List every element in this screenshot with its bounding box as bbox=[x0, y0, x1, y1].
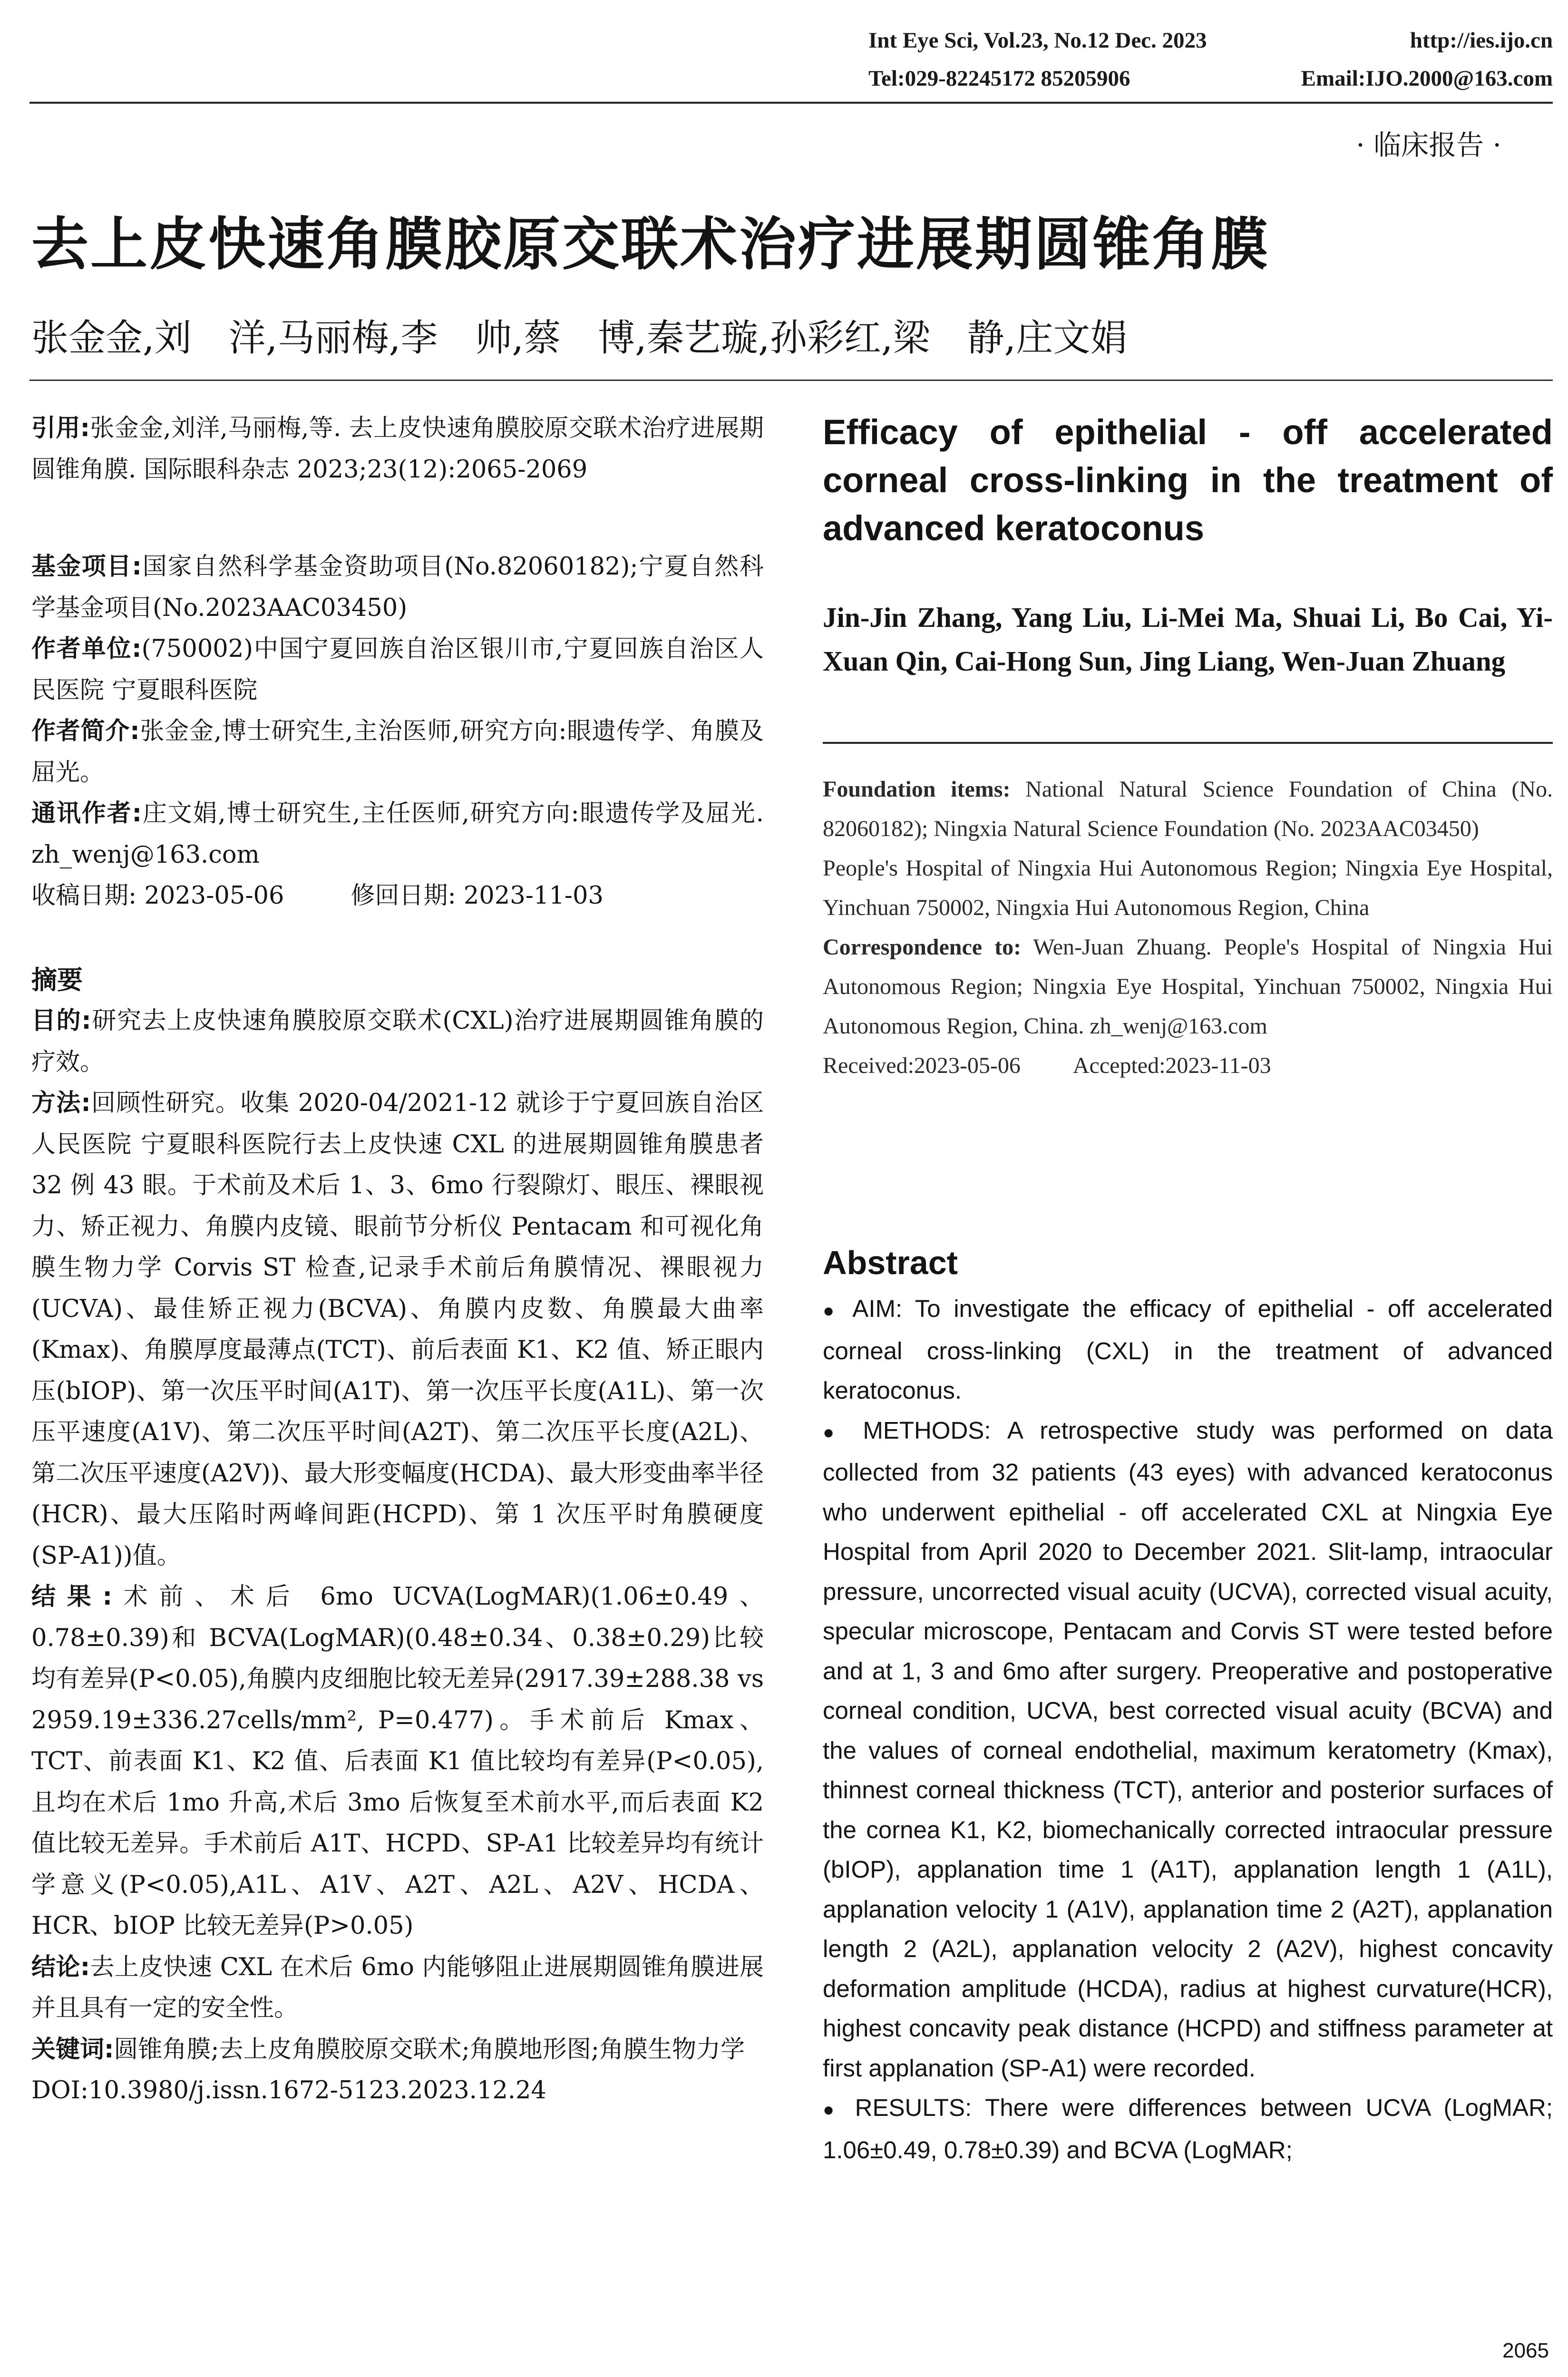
en-methods-text: A retrospective study was performed on data collected from 32 patients (43 eyes) with advanced keratoconus who underwent epithelial - off accelerated CXL at Ningxia Eye Hospital from April 2020 to December 2021. Slit-lamp, intraocular pressure, uncorrected visual acuity (UCVA), corrected visual acuity, specular microscope, Pentacam and Corvis ST were tested before and at 1, 3 and 6mo after surgery. Preoperative and postoperative corneal condition, UCVA, best corrected visual acuity (BCVA) and the values of corneal endothelial, maximum keratometry (Kmax), thinnest corneal thickness (TCT), anterior and posterior surfaces of the cornea K1, K2, biomechanically corrected intraocular pressure (bIOP), applanation time 1 (A1T), applanation length 1 (A1L), applanation velocity 1 (A1V), applanation time 2 (A2T), applanation length 2 (A2L), applanation velocity 2 (A2V), highest concavity deformation amplitude (HCDA), radius at highest curvature(HCR), highest concavity peak distance (HCPD) and stiffness parameter at first applanation (SP-A1) were recorded. bbox=[823, 1416, 1553, 2082]
funding-text: 国家自然科学基金资助项目(No.82060182);宁夏自然科学基金项目(No.2023AAC03450) bbox=[31, 553, 764, 622]
en-aim-text: To investigate the efficacy of epithelial - off accelerated corneal cross-linking (CXL) in the treatment of advanced keratoconus. bbox=[823, 1295, 1553, 1404]
corresponding-author bbox=[31, 793, 764, 876]
bullet-icon: ● bbox=[823, 2099, 841, 2120]
results-text: 术前、术后 6mo UCVA(LogMAR)(1.06±0.49、0.78±0.39)和 BCVA(LogMAR)(0.48±0.34、0.38±0.29)比较均有差异(P<0.05),角膜内皮细胞比较无差异(2917.39±288.38 vs 2959.19±336.27cells/mm², P=0.477)。手术前后 Kmax、TCT、前表面 K1、K2 值、后表面 K1 值比较均有差异(P<0.05),且均在术后 1mo 升高,术后 3mo 后恢复至术前水平,而后表面 K2 值比较无差异。手术前后 A1T、HCPD、SP-A1 比较差异均有统计学意义(P<0.05),A1L、A1V、A2T、A2L、A2V、HCDA、HCR、bIOP 比较无差异(P>0.05) bbox=[31, 1583, 764, 1940]
affiliation-label: 作者单位: bbox=[31, 635, 142, 663]
affiliation bbox=[31, 629, 764, 711]
journal-phone: Tel:029-82245172 85205906 bbox=[868, 66, 1130, 91]
author-bio bbox=[31, 711, 764, 793]
abstract-heading: 摘要 bbox=[31, 964, 83, 995]
revised-date: 修回日期: 2023-11-03 bbox=[351, 882, 604, 910]
received-en: Received:2023-05-06 bbox=[823, 1053, 1021, 1078]
results-label: 结果: bbox=[31, 1583, 112, 1611]
title-rule bbox=[29, 380, 1553, 381]
spacer bbox=[31, 490, 764, 546]
english-authors: Jin-Jin Zhang, Yang Liu, Li-Mei Ma, Shuai Li, Bo Cai, Yi-Xuan Qin, Cai-Hong Sun, Jing Liang, Wen-Juan Zhuang bbox=[823, 602, 1553, 677]
aim bbox=[31, 1001, 764, 1083]
funding bbox=[31, 546, 764, 629]
corresponding-text: 庄文娟,博士研究生,主任医师,研究方向:眼遗传学及屈光. zh_wenj@163.com bbox=[31, 799, 764, 869]
author-bio-text: 张金金,博士研究生,主治医师,研究方向:眼遗传学、角膜及屈光。 bbox=[31, 717, 764, 787]
bullet-icon: ● bbox=[823, 1422, 846, 1443]
chinese-authors: 张金金,刘 洋,马丽梅,李 帅,蔡 博,秦艺璇,孙彩红,梁 静,庄文娟 bbox=[31, 317, 1128, 360]
received-date: 收稿日期: 2023-05-06 bbox=[31, 882, 284, 910]
methods bbox=[31, 1083, 764, 1577]
english-meta bbox=[823, 770, 1553, 1085]
english-abstract bbox=[823, 1241, 1553, 2170]
page-number: 2065 bbox=[1502, 2339, 1549, 2362]
journal-citation-header: Int Eye Sci, Vol.23, No.12 Dec. 2023 bbox=[868, 28, 1207, 53]
aim-text: 研究去上皮快速角膜胶原交联术(CXL)治疗进展期圆锥角膜的疗效。 bbox=[31, 1007, 764, 1076]
author-bio-label: 作者简介: bbox=[31, 717, 140, 745]
header-rule bbox=[29, 102, 1553, 104]
conclusion-text: 去上皮快速 CXL 在术后 6mo 内能够阻止进展期圆锥角膜进展并且具有一定的安全性。 bbox=[31, 1953, 764, 2022]
bullet-icon: ● bbox=[823, 1300, 841, 1321]
accepted-en: Accepted:2023-11-03 bbox=[1072, 1053, 1271, 1078]
journal-url[interactable]: http://ies.ijo.cn bbox=[1410, 28, 1553, 53]
section-label: · 临床报告 · bbox=[1356, 129, 1501, 161]
english-rule bbox=[823, 742, 1553, 744]
citation-text: 张金金,刘洋,马丽梅,等. 去上皮快速角膜胶原交联术治疗进展期圆锥角膜. 国际眼科杂志 2023;23(12):2065-2069 bbox=[31, 414, 764, 484]
foundation bbox=[823, 770, 1553, 848]
english-dates bbox=[823, 1046, 1553, 1085]
en-methods-label: METHODS: bbox=[863, 1416, 991, 1444]
dates bbox=[31, 876, 764, 917]
english-affiliation: People's Hospital of Ningxia Hui Autonomous Region; Ningxia Eye Hospital, Yinchuan 750002, Ningxia Hui Autonomous Region, China bbox=[823, 856, 1553, 920]
affiliation-text: (750002)中国宁夏回族自治区银川市,宁夏回族自治区人民医院 宁夏眼科医院 bbox=[31, 635, 764, 704]
english-abstract-heading: Abstract bbox=[823, 1244, 958, 1281]
citation-label: 引用: bbox=[31, 414, 90, 442]
aim-label: 目的: bbox=[31, 1007, 91, 1035]
conclusion-label: 结论: bbox=[31, 1953, 90, 1981]
correspondence bbox=[823, 927, 1553, 1046]
english-title: Efficacy of epithelial - off accelerated corneal cross-linking in the treatment of advanced keratoconus bbox=[823, 412, 1553, 548]
en-aim bbox=[823, 1289, 1553, 1411]
keywords bbox=[31, 2029, 764, 2071]
methods-text: 回顾性研究。收集 2020-04/2021-12 就诊于宁夏回族自治区人民医院 宁夏眼科医院行去上皮快速 CXL 的进展期圆锥角膜患者 32 例 43 眼。于术前及术后 1、3、6mo 行裂隙灯、眼压、裸眼视力、矫正视力、角膜内皮镜、眼前节分析仪 Pentacam 和可视化角膜生物力学 Corvis ST 检查,记录手术前后角膜情况、裸眼视力(UCVA)、最佳矫正视力(BCVA)、角膜内皮数、角膜最大曲率(Kmax)、角膜厚度最薄点(TCT)、前后表面 K1、K2 值、矫正眼内压(bIOP)、第一次压平时间(A1T)、第一次压平长度(A1L)、第一次压平速度(A1V)、第二次压平时间(A2T)、第二次压平长度(A2L)、第二次压平速度(A2V))、最大形变幅度(HCDA)、最大形变曲率半径(HCR)、最大压陷时两峰间距(HCPD)、第 1 次压平时角膜硬度(SP-A1))值。 bbox=[31, 1089, 764, 1570]
funding-label: 基金项目: bbox=[31, 553, 142, 581]
en-results-text: There were differences between UCVA (LogMAR; 1.06±0.49, 0.78±0.39) and BCVA (LogMAR; bbox=[823, 2094, 1553, 2163]
keywords-text: 圆锥角膜;去上皮角膜胶原交联术;角膜地形图;角膜生物力学 bbox=[114, 2035, 745, 2064]
foundation-text: National Natural Science Foundation of China (No. 82060182); Ningxia Natural Science Foundation (No. 2023AAC03450) bbox=[823, 777, 1553, 841]
en-results-label: RESULTS: bbox=[855, 2094, 972, 2121]
chinese-column bbox=[31, 408, 764, 2112]
foundation-label: Foundation items: bbox=[823, 777, 1011, 802]
journal-email[interactable]: Email:IJO.2000@163.com bbox=[1301, 66, 1553, 91]
conclusion bbox=[31, 1947, 764, 2029]
correspondence-text: Wen-Juan Zhuang. People's Hospital of Ningxia Hui Autonomous Region; Ningxia Eye Hospital, Yinchuan 750002, Ningxia Hui Autonomous Region, China. zh_wenj@163.com bbox=[823, 935, 1553, 1039]
citation bbox=[31, 408, 764, 490]
methods-label: 方法: bbox=[31, 1089, 91, 1117]
spacer bbox=[31, 917, 764, 960]
doi[interactable]: DOI:10.3980/j.issn.1672-5123.2023.12.24 bbox=[31, 2076, 546, 2104]
corresponding-label: 通讯作者: bbox=[31, 799, 142, 828]
results bbox=[31, 1577, 764, 1947]
chinese-title: 去上皮快速角膜胶原交联术治疗进展期圆锥角膜 bbox=[31, 212, 1270, 278]
correspondence-label: Correspondence to: bbox=[823, 935, 1022, 960]
keywords-label: 关键词: bbox=[31, 2035, 114, 2064]
en-aim-label: AIM: bbox=[852, 1295, 903, 1322]
en-results bbox=[823, 2088, 1553, 2170]
en-methods bbox=[823, 1411, 1553, 2088]
